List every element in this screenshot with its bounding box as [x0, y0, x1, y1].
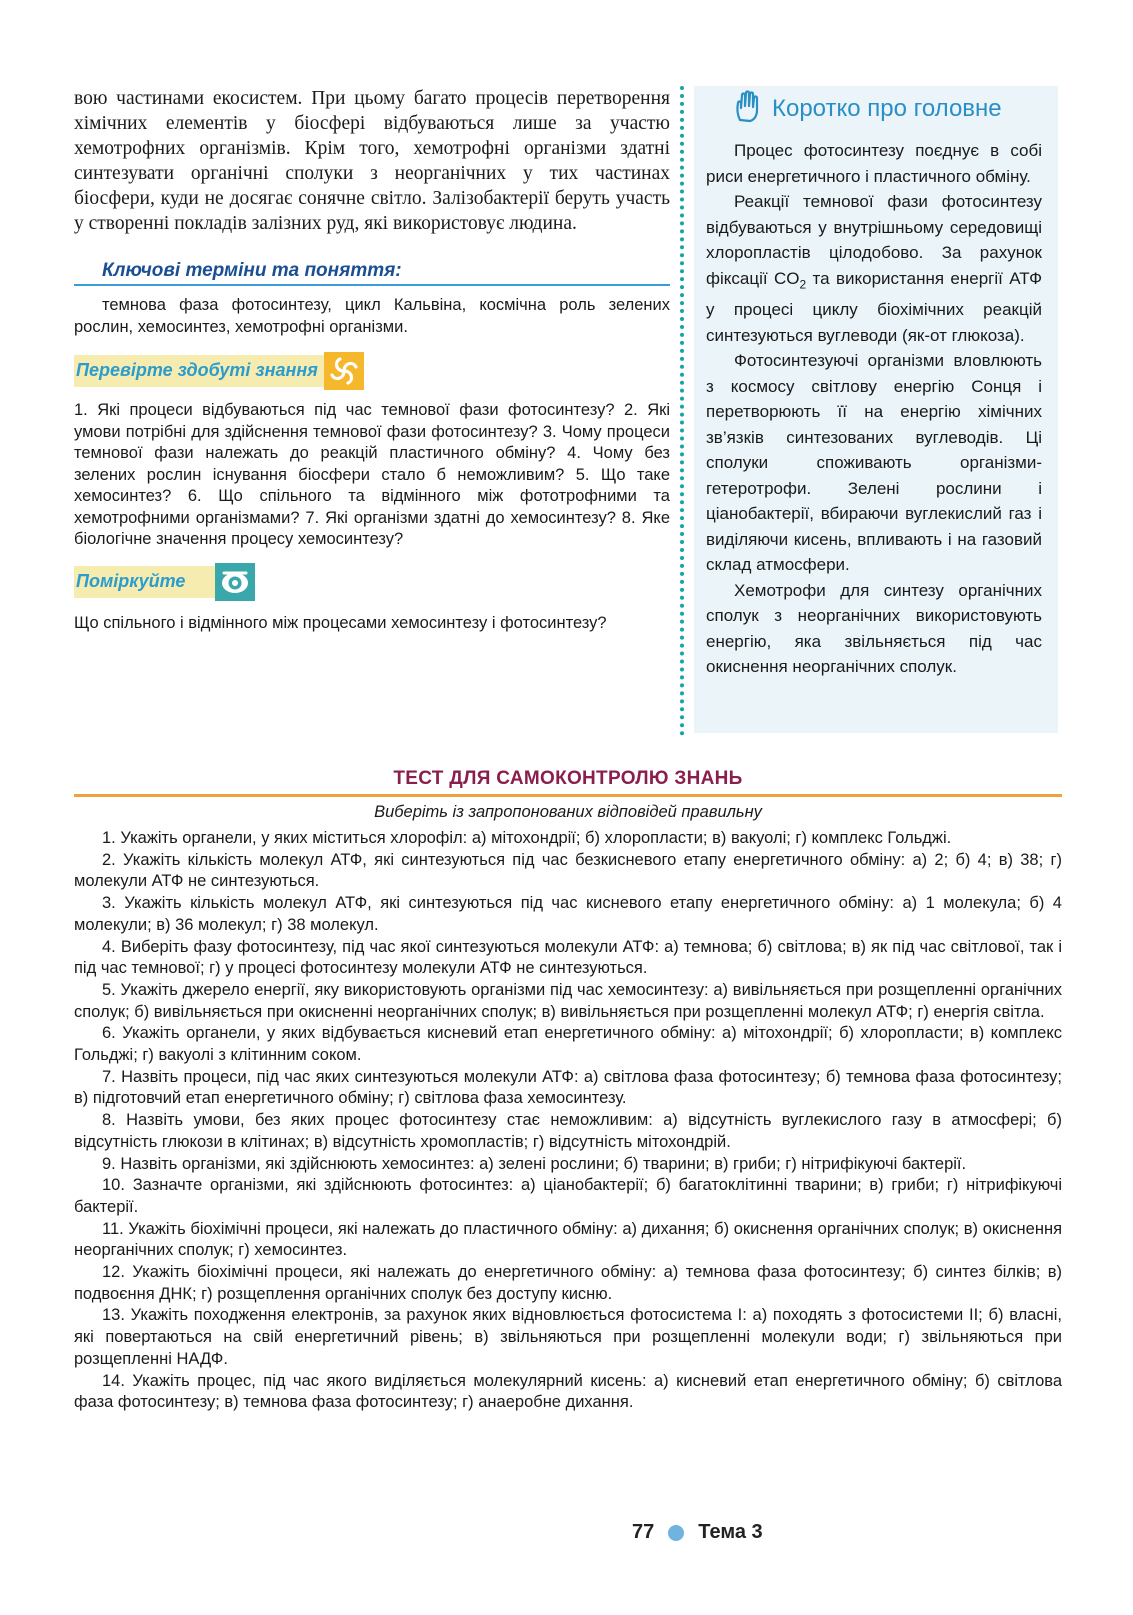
- summary-paragraph-2: Реакції темнової фази фотосинтезу відбуваються у внутрішньому середовищі хлоропластів цілодобово. За рахунок фіксації $CO_2$ та використання енергії АТФ у процесі циклу біохімічних реакцій синтезуються вуглеводи (як-от глюкоза).: [706, 192, 1042, 345]
- check-knowledge-title: Перевірте здобуті знання: [74, 355, 324, 387]
- topic-label: Тема 3: [698, 1521, 763, 1543]
- key-terms-title: Ключові терміни та поняття:: [102, 260, 402, 281]
- test-item: 9. Назвіть організми, які здійснюють хемосинтез: а) зелені рослини; б) тварини; в) гриби; г) нітрифікуючі бактерії.: [102, 1154, 967, 1173]
- self-test-section: [74, 768, 1062, 1414]
- test-subtitle: Виберіть із запропонованих відповідей правильну: [374, 803, 762, 821]
- footer-dot: [668, 1525, 684, 1541]
- summary-paragraph-4: Хемотрофи для синтезу органічних сполук з неорганічних використовують енергію, яка звільняється під час окиснення неорганічних сполук.: [706, 580, 1042, 677]
- test-item: 6. Укажіть органели, у яких відбувається кисневий етап енергетичного обміну: а) мітохондрії; б) хлоропласти; в) комплекс Гольджі; г) вакуолі з клітинним соком.: [74, 1024, 1062, 1065]
- intro-paragraph: вою частинами екосистем. При цьому багато процесів перетворення хімічних елементів у біосфері відбуваються лише за участю хемотрофних організмів. Крім того, хемотрофні організми здатні синтезувати органічні сполуки з неорганічних у тих частинах біосфери, куди не досягає сонячне світло. Залізобактерії беруть участь у створенні покладів залізних руд, які використовує людина.: [74, 88, 670, 234]
- summary-paragraph-1: Процес фотосинтезу поєднує в собі риси енергетичного і пластичного обміну.: [706, 141, 1042, 186]
- co2-subscript: 2: [799, 276, 807, 291]
- test-item: 13. Укажіть походження електронів, за рахунок яких відновлюється фотосистема I: а) походять з фотосистеми II; б) власні, які повертаються на свій енергетичний рівень; в) звільняються при розщепленні молекули води; г) звільняються при розщепленні НАДФ.: [74, 1306, 1062, 1368]
- test-title-rule: [74, 794, 1062, 797]
- column-divider: [680, 86, 684, 736]
- hand-icon: [734, 90, 762, 129]
- page-number: 77: [632, 1521, 655, 1543]
- test-item: 14. Укажіть процес, під час якого виділяється молекулярний кисень: а) кисневий етап енергетичного обміну; б) світлова фаза фотосинтезу; в) темнова фаза фотосинтезу; г) анаеробне дихання.: [74, 1371, 1062, 1412]
- test-items: [74, 828, 1062, 1414]
- test-item: 8. Назвіть умови, без яких процес фотосинтезу стає неможливим: а) відсутність вуглекислого газу в атмосфері; б) відсутність глюкози в клітинах; в) відсутність хромопластів; г) відсутність мітохондрій.: [74, 1111, 1062, 1151]
- page-footer: [632, 1521, 763, 1544]
- summary-title: Коротко про головне: [772, 95, 1002, 122]
- spiral-icon: [324, 352, 364, 390]
- test-item: 7. Назвіть процеси, під час яких синтезуються молекули АТФ: а) світлова фаза фотосинтезу; б) темнова фаза фотосинтезу; в) підготовчий етап енергетичного обміну; г) світлова фаза хемосинтезу.: [74, 1067, 1062, 1108]
- test-item: 11. Укажіть біохімічні процеси, які належать до пластичного обміну: а) дихання; б) окиснення органічних сполук; в) окиснення неорганічних сполук; г) хемосинтез.: [74, 1219, 1062, 1260]
- summary-header: [694, 86, 1058, 132]
- think-title: Поміркуйте: [74, 566, 215, 598]
- summary-box: [694, 86, 1058, 733]
- left-column: [74, 86, 670, 634]
- check-knowledge-header: [74, 352, 670, 390]
- summary-paragraph-3: Фотосинтезуючі організми вловлюють з космосу світлову енергію Сонця і перетворюють її на енергію хімічних зв’язків синтезованих вуглеводів. Ці сполуки споживають організми-гетеротрофи. Зелені рослини і ціанобактерії, вбираючи вуглекислий газ і виділяючи кисень, впливають і на газовий склад атмосфери.: [706, 351, 1042, 575]
- test-item: 1. Укажіть органели, у яких міститься хлорофіл: а) мітохондрії; б) хлоропласти; в) вакуолі; г) комплекс Гольджі.: [102, 829, 952, 847]
- test-item: 2. Укажіть кількість молекул АТФ, які синтезуються під час безкисневого етапу енергетичного обміну: а) 2; б) 4; в) 38; г) молекули АТФ не синтезуються.: [74, 850, 1062, 891]
- test-item: 4. Виберіть фазу фотосинтезу, під час якої синтезуються молекули АТФ: а) темнова; б) світлова; в) як під час світлової, так і під час темнової; г) у процесі фотосинтезу молекули АТФ не синтезуються.: [74, 937, 1062, 978]
- think-question: Що спільного і відмінного між процесами хемосинтезу і фотосинтезу?: [74, 613, 607, 632]
- think-header: [74, 563, 670, 601]
- test-item: 5. Укажіть джерело енергії, яку використовують організми під час хемосинтезу: а) вивільняється при розщепленні органічних сполук; б) вивільняється при окисненні неорганічних сполук; в) вивільняється при розщепленні молекул АТФ; г) енергія світла.: [74, 980, 1062, 1021]
- eye-icon: [215, 563, 255, 601]
- key-terms-text: темнова фаза фотосинтезу, цикл Кальвіна, космічна роль зелених рослин, хемосинтез, хемотрофні організми.: [74, 296, 670, 336]
- test-item: 12. Укажіть біохімічні процеси, які належать до енергетичного обміну: а) темнова фаза фотосинтезу; б) синтез білків; в) подвоєння ДНК; г) розщеплення органічних сполук без доступу кисню.: [74, 1263, 1062, 1303]
- check-knowledge-questions: 1. Які процеси відбуваються під час темнової фази фотосинтезу? 2. Які умови потрібні для здійснення темнової фази фотосинтезу? 3. Чому процеси темнової фази належать до реакцій пластичного обміну? 4. Чому без зелених рослин існування біосфери стало б неможливим? 5. Що таке хемосинтез? 6. Що спільного та відмінного між фототрофними та хемотрофними організмами? 7. Які організми здатні до хемосинтезу? 8. Яке біологічне значення процесу хемосинтезу?: [74, 401, 670, 548]
- test-item: 3. Укажіть кількість молекул АТФ, які синтезуються під час кисневого етапу енергетичного обміну: а) 1 молекула; б) 4 молекули; в) 36 молекул; г) 38 молекул.: [74, 894, 1062, 934]
- key-terms-header: [74, 260, 670, 286]
- summary-body: [694, 132, 1058, 680]
- test-item: 10. Зазначте організми, які здійснюють фотосинтез: а) ціанобактерії; б) багатоклітинні тварини; в) гриби; г) нітрифікуючі бактерії.: [74, 1176, 1062, 1216]
- test-title: ТЕСТ ДЛЯ САМОКОНТРОЛЮ ЗНАНЬ: [393, 768, 743, 789]
